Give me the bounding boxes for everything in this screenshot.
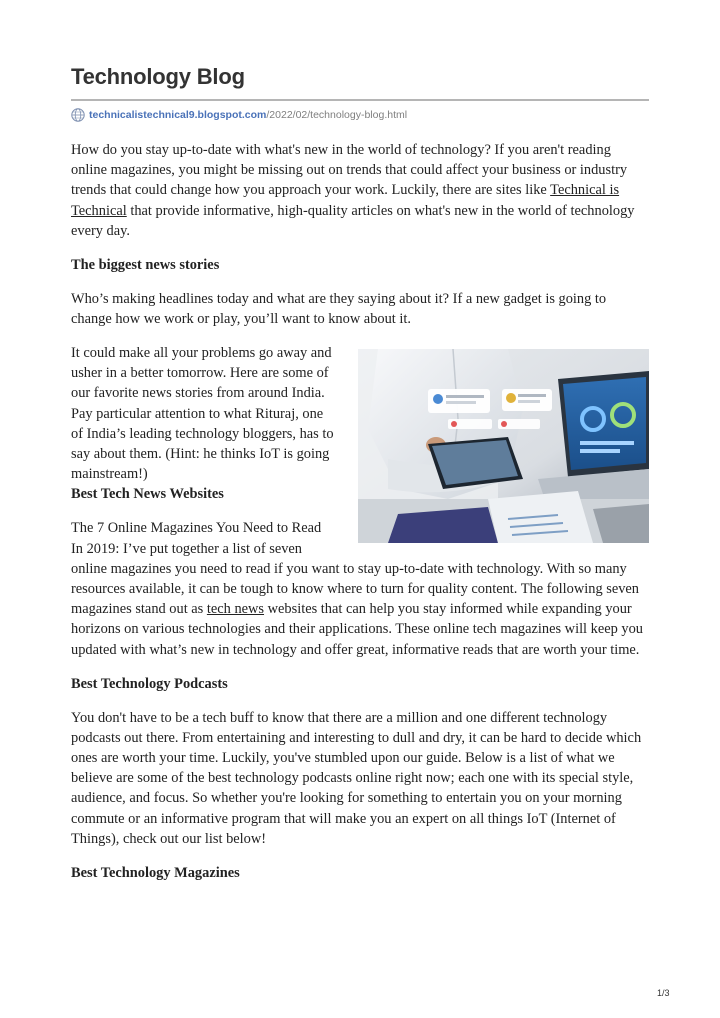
intro-text: How do you stay up-to-date with what's new in the world of technology? If you aren't reading online magazines, you might be missing out on trends that could affect your business or industry trends that could change how you approach your work. Luckily, there are sites like xyxy=(71,142,628,199)
websites-text: The 7 Online Magazines You Need to Read In 2019: I’ve put together a list of seven online magazines you need to read if you want to stay up-to-date with technology. With so many resources available, it can be tough to know where to turn for quality content. The following seven magazines stand out as xyxy=(71,520,640,618)
technical-is-technical-link[interactable]: Technical is Technical xyxy=(71,182,620,219)
intro-text-end: that provide informative, high-quality articles on what's new in the world of technology every day. xyxy=(71,202,635,239)
news-paragraph: Who’s making headlines today and what are they saying about it? If a new gadget is going to change how we work or play, you’ll want to know about it. xyxy=(71,290,607,328)
podcasts-paragraph: You don't have to be a tech buff to know that there are a million and one different technology podcasts out there. From entertaining and interesting to dull and dry, it can be hard to decide which ones are worth your time. Luckily, you've stumbled upon our guide. Below is a list of what we believe are some of the best technology podcasts online right now; each one with its special style, audience, and focus. So whether you're looking for something to entertain you on your morning commute or an informative program that will make you an expert on all things IoT (Internet of Things), check out our list below! xyxy=(71,709,642,847)
url-domain-link[interactable]: technicalistechnical9.blogspot.com xyxy=(89,109,267,121)
page-number: 1/3 xyxy=(657,988,670,998)
article-body xyxy=(71,140,649,897)
url-path-link[interactable]: /2022/02/technology-blog.html xyxy=(266,109,408,121)
tech-news-link[interactable]: tech news xyxy=(206,601,265,618)
title-divider xyxy=(71,99,649,101)
intro-paragraph xyxy=(71,140,649,241)
heading-magazines: Best Technology Magazines xyxy=(71,864,240,881)
globe-icon xyxy=(71,108,85,122)
tablet-social-media-photo xyxy=(358,349,649,543)
websites-text-end: websites that can help you stay informed while expanding your horizons on various technologies and their applications. These online tech magazines will keep you updated with what’s new in technology and offer great, informative reads that are worth your time. xyxy=(71,601,644,658)
page-title: Technology Blog xyxy=(71,64,245,89)
heading-news: The biggest news stories xyxy=(71,256,220,273)
news-paragraph-2: It could make all your problems go away and usher in a better tomorrow. Here are some of our favorite news stories from around India. Pay particular attention to what Rituraj, one of India’s leading technology bloggers, has to say about them. (Hint: he thinks IoT is going mainstream!) xyxy=(71,345,334,483)
article-image xyxy=(358,349,649,543)
heading-podcasts: Best Technology Podcasts xyxy=(71,675,228,692)
heading-websites: Best Tech News Websites xyxy=(71,486,224,503)
source-url[interactable] xyxy=(71,107,407,123)
